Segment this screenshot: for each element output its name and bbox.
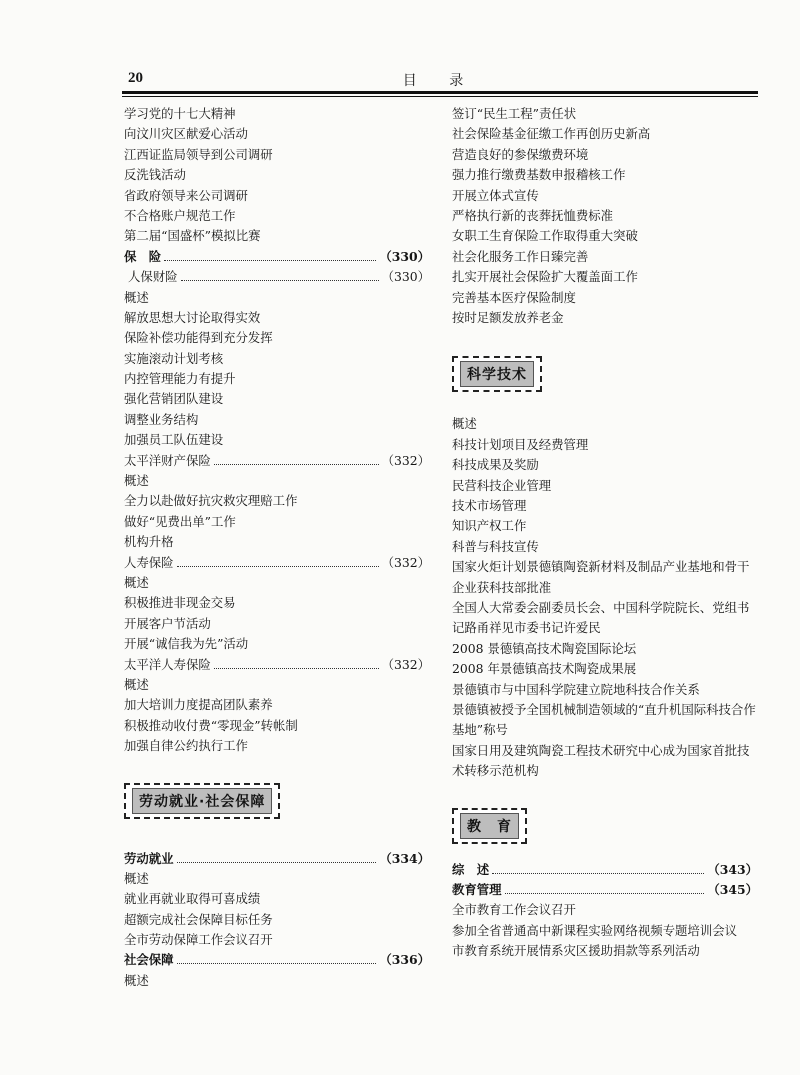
toc-entry[interactable]: 解放思想大讨论取得实效: [124, 309, 261, 325]
toc-entry[interactable]: 国家火炬计划景德镇陶瓷新材料及制品产业基地和骨干企业获科技部批准: [452, 559, 750, 595]
toc-entry[interactable]: 按时足额发放养老金: [452, 309, 564, 325]
section-heading-jiaoyu: [452, 808, 527, 844]
toc-entry[interactable]: 签订“民生工程”责任状: [452, 106, 577, 121]
toc-entry[interactable]: 概述: [124, 972, 149, 988]
toc-entry[interactable]: 技术市场管理: [452, 497, 527, 513]
right-block2: [452, 414, 758, 781]
toc-entry[interactable]: 开展立体式宣传: [452, 187, 539, 203]
left-column: [124, 104, 430, 991]
toc-entry-jiaoyu-guanli[interactable]: [452, 880, 758, 900]
toc-entry[interactable]: 科技成果及奖励: [452, 457, 539, 473]
section-heading-keji: [452, 356, 542, 392]
toc-entry-label: 劳动就业: [124, 850, 174, 866]
left-block6: [124, 869, 430, 951]
toc-entry-label: 人寿保险: [124, 554, 174, 570]
toc-entry[interactable]: 加强员工队伍建设: [124, 432, 224, 448]
toc-entry-zongshu[interactable]: [452, 860, 758, 880]
toc-entry[interactable]: 加强自律公约执行工作: [124, 738, 248, 754]
toc-entry[interactable]: 扎实开展社会保险扩大覆盖面工作: [452, 269, 638, 285]
toc-entry[interactable]: 就业再就业取得可喜成绩: [124, 891, 261, 907]
toc-entry[interactable]: 全国人大常委会副委员长会、中国科学院院长、党组书记路甬祥见市委书记许爱民: [452, 599, 750, 636]
dot-leader: [177, 963, 377, 964]
toc-entry[interactable]: 景德镇被授予全国机械制造领域的“直升机国际科技合作基地”称号: [452, 701, 756, 738]
toc-entry-page: （345）: [707, 882, 758, 897]
toc-entry[interactable]: 市教育系统开展情系灾区援助捐款等系列活动: [452, 943, 700, 959]
toc-entry-page: （334）: [379, 850, 430, 866]
toc-entry[interactable]: 景德镇市与中国科学院建立院地科技合作关系: [452, 681, 700, 697]
toc-entry[interactable]: 超额完成社会保障目标任务: [124, 911, 273, 927]
toc-entry[interactable]: 积极推进非现金交易: [124, 595, 236, 611]
toc-entry[interactable]: 概述: [124, 870, 149, 886]
toc-entry[interactable]: 江西证监局领导到公司调研: [124, 146, 273, 162]
toc-entry[interactable]: 全市教育工作会议召开: [452, 902, 576, 918]
toc-entry-taiping-caichan[interactable]: [124, 451, 430, 471]
toc-entry[interactable]: 严格执行新的丧葬抚恤费标准: [452, 207, 614, 223]
toc-entry-page: （330）: [379, 248, 430, 264]
toc-entry[interactable]: 内控管理能力有提升: [124, 371, 236, 387]
dot-leader: [181, 280, 379, 281]
toc-entry-renshou[interactable]: [124, 553, 430, 573]
toc-entry[interactable]: 概述: [124, 574, 149, 590]
toc-entry[interactable]: 做好“见费出单”工作: [124, 513, 236, 529]
running-title: 目 录: [402, 73, 478, 89]
left-block7: [124, 971, 430, 991]
section-heading-text: 劳动就业·社会保障: [132, 788, 272, 814]
toc-entry[interactable]: 调整业务结构: [124, 411, 199, 427]
dot-leader: [492, 873, 704, 874]
left-block2: [124, 288, 430, 451]
toc-entry[interactable]: 保险补偿功能得到充分发挥: [124, 330, 273, 346]
page-number: 20: [128, 70, 143, 86]
toc-entry[interactable]: 实施滚动计划考核: [124, 350, 224, 366]
section-heading-text: 教 育: [460, 813, 519, 839]
toc-entry[interactable]: 国家日用及建筑陶瓷工程技术研究中心成为国家首批技术转移示范机构: [452, 742, 750, 779]
toc-entry-shehui-baozhang[interactable]: [124, 950, 430, 970]
toc-entry[interactable]: 加大培训力度提高团队素养: [124, 697, 273, 713]
right-block3: [452, 900, 758, 961]
toc-entry[interactable]: 向汶川灾区献爱心活动: [124, 126, 248, 142]
toc-entry[interactable]: 不合格账户规范工作: [124, 207, 236, 223]
left-block4: [124, 573, 430, 655]
toc-entry-label: 太平洋人寿保险: [124, 656, 211, 672]
toc-entry[interactable]: 女职工生育保险工作取得重大突破: [452, 228, 638, 244]
toc-entry[interactable]: 完善基本医疗保险制度: [452, 289, 576, 305]
toc-entry[interactable]: 社会化服务工作日臻完善: [452, 248, 589, 264]
toc-entry[interactable]: 学习党的十七大精神: [124, 106, 236, 121]
toc-entry-page: （332）: [381, 452, 430, 468]
toc-entry-label: 保 险: [124, 248, 162, 264]
toc-entry-label: 人保财险: [128, 269, 178, 285]
toc-entry-label: 教育管理: [452, 882, 502, 897]
toc-entry[interactable]: 概述: [124, 289, 149, 305]
right-block1: [452, 104, 758, 328]
toc-entry[interactable]: 开展“诚信我为先”活动: [124, 636, 249, 652]
toc-entry[interactable]: 2008 年景德镇高技术陶瓷成果展: [452, 661, 637, 677]
section-heading-laodong: [124, 783, 280, 819]
toc-entry-label: 太平洋财产保险: [124, 452, 211, 468]
dot-leader: [214, 464, 379, 465]
toc-entry[interactable]: 机构升格: [124, 534, 174, 550]
toc-entry-page: （330）: [381, 269, 430, 285]
left-block3: [124, 471, 430, 553]
right-column: [452, 104, 758, 962]
toc-entry-page: （343）: [707, 861, 758, 877]
toc-entry-page: （332）: [381, 554, 430, 570]
dot-leader: [164, 260, 376, 261]
toc-entry[interactable]: 知识产权工作: [452, 518, 527, 534]
toc-entry[interactable]: 参加全省普通高中新课程实验网络视频专题培训会议: [452, 922, 737, 938]
toc-entry[interactable]: 社会保险基金征缴工作再创历史新高: [452, 126, 651, 142]
left-block5: [124, 675, 430, 757]
toc-entry[interactable]: 第二届“国盛杯”模拟比赛: [124, 228, 261, 244]
toc-entry[interactable]: 强化营销团队建设: [124, 391, 224, 407]
toc-entry[interactable]: 反洗钱活动: [124, 167, 186, 183]
toc-entry[interactable]: 全力以赴做好抗灾救灾理赔工作: [124, 493, 298, 509]
toc-entry[interactable]: 概述: [452, 416, 477, 432]
toc-entry-taiping-renshou[interactable]: [124, 655, 430, 675]
dot-leader: [177, 862, 377, 863]
toc-entry[interactable]: 开展客户节活动: [124, 615, 211, 631]
toc-entry[interactable]: 科技计划项目及经费管理: [452, 436, 589, 452]
page-header: [122, 70, 758, 92]
toc-entry[interactable]: 2008 景德镇高技术陶瓷国际论坛: [452, 640, 637, 656]
section-heading-text: 科学技术: [460, 361, 534, 387]
toc-entry-label: 社会保障: [124, 952, 174, 968]
dot-leader: [505, 893, 705, 894]
toc-entry[interactable]: 强力推行缴费基数申报稽核工作: [452, 167, 626, 183]
toc-entry-page: （336）: [379, 952, 430, 968]
toc-entry[interactable]: 积极推动收付费“零现金”转帐制: [124, 717, 298, 733]
toc-entry[interactable]: 省政府领导来公司调研: [124, 187, 248, 203]
header-rule-thick: [122, 91, 758, 94]
left-block1: [124, 104, 430, 247]
toc-entry-renbao[interactable]: [124, 267, 430, 287]
toc-entry-baoxian[interactable]: [124, 247, 430, 267]
dot-leader: [214, 668, 379, 669]
toc-entry[interactable]: 概述: [124, 473, 149, 489]
toc-entry[interactable]: 概述: [124, 676, 149, 692]
toc-entry[interactable]: 全市劳动保障工作会议召开: [124, 932, 273, 948]
dot-leader: [177, 566, 379, 567]
header-rule-thin: [122, 96, 758, 97]
toc-entry-label: 综 述: [452, 861, 490, 877]
toc-entry-laodong-jiuye[interactable]: [124, 849, 430, 869]
toc-entry[interactable]: 营造良好的参保缴费环境: [452, 146, 589, 162]
toc-entry-page: （332）: [381, 656, 430, 672]
toc-entry[interactable]: 科普与科技宣传: [452, 538, 539, 554]
toc-entry[interactable]: 民营科技企业管理: [452, 477, 552, 493]
